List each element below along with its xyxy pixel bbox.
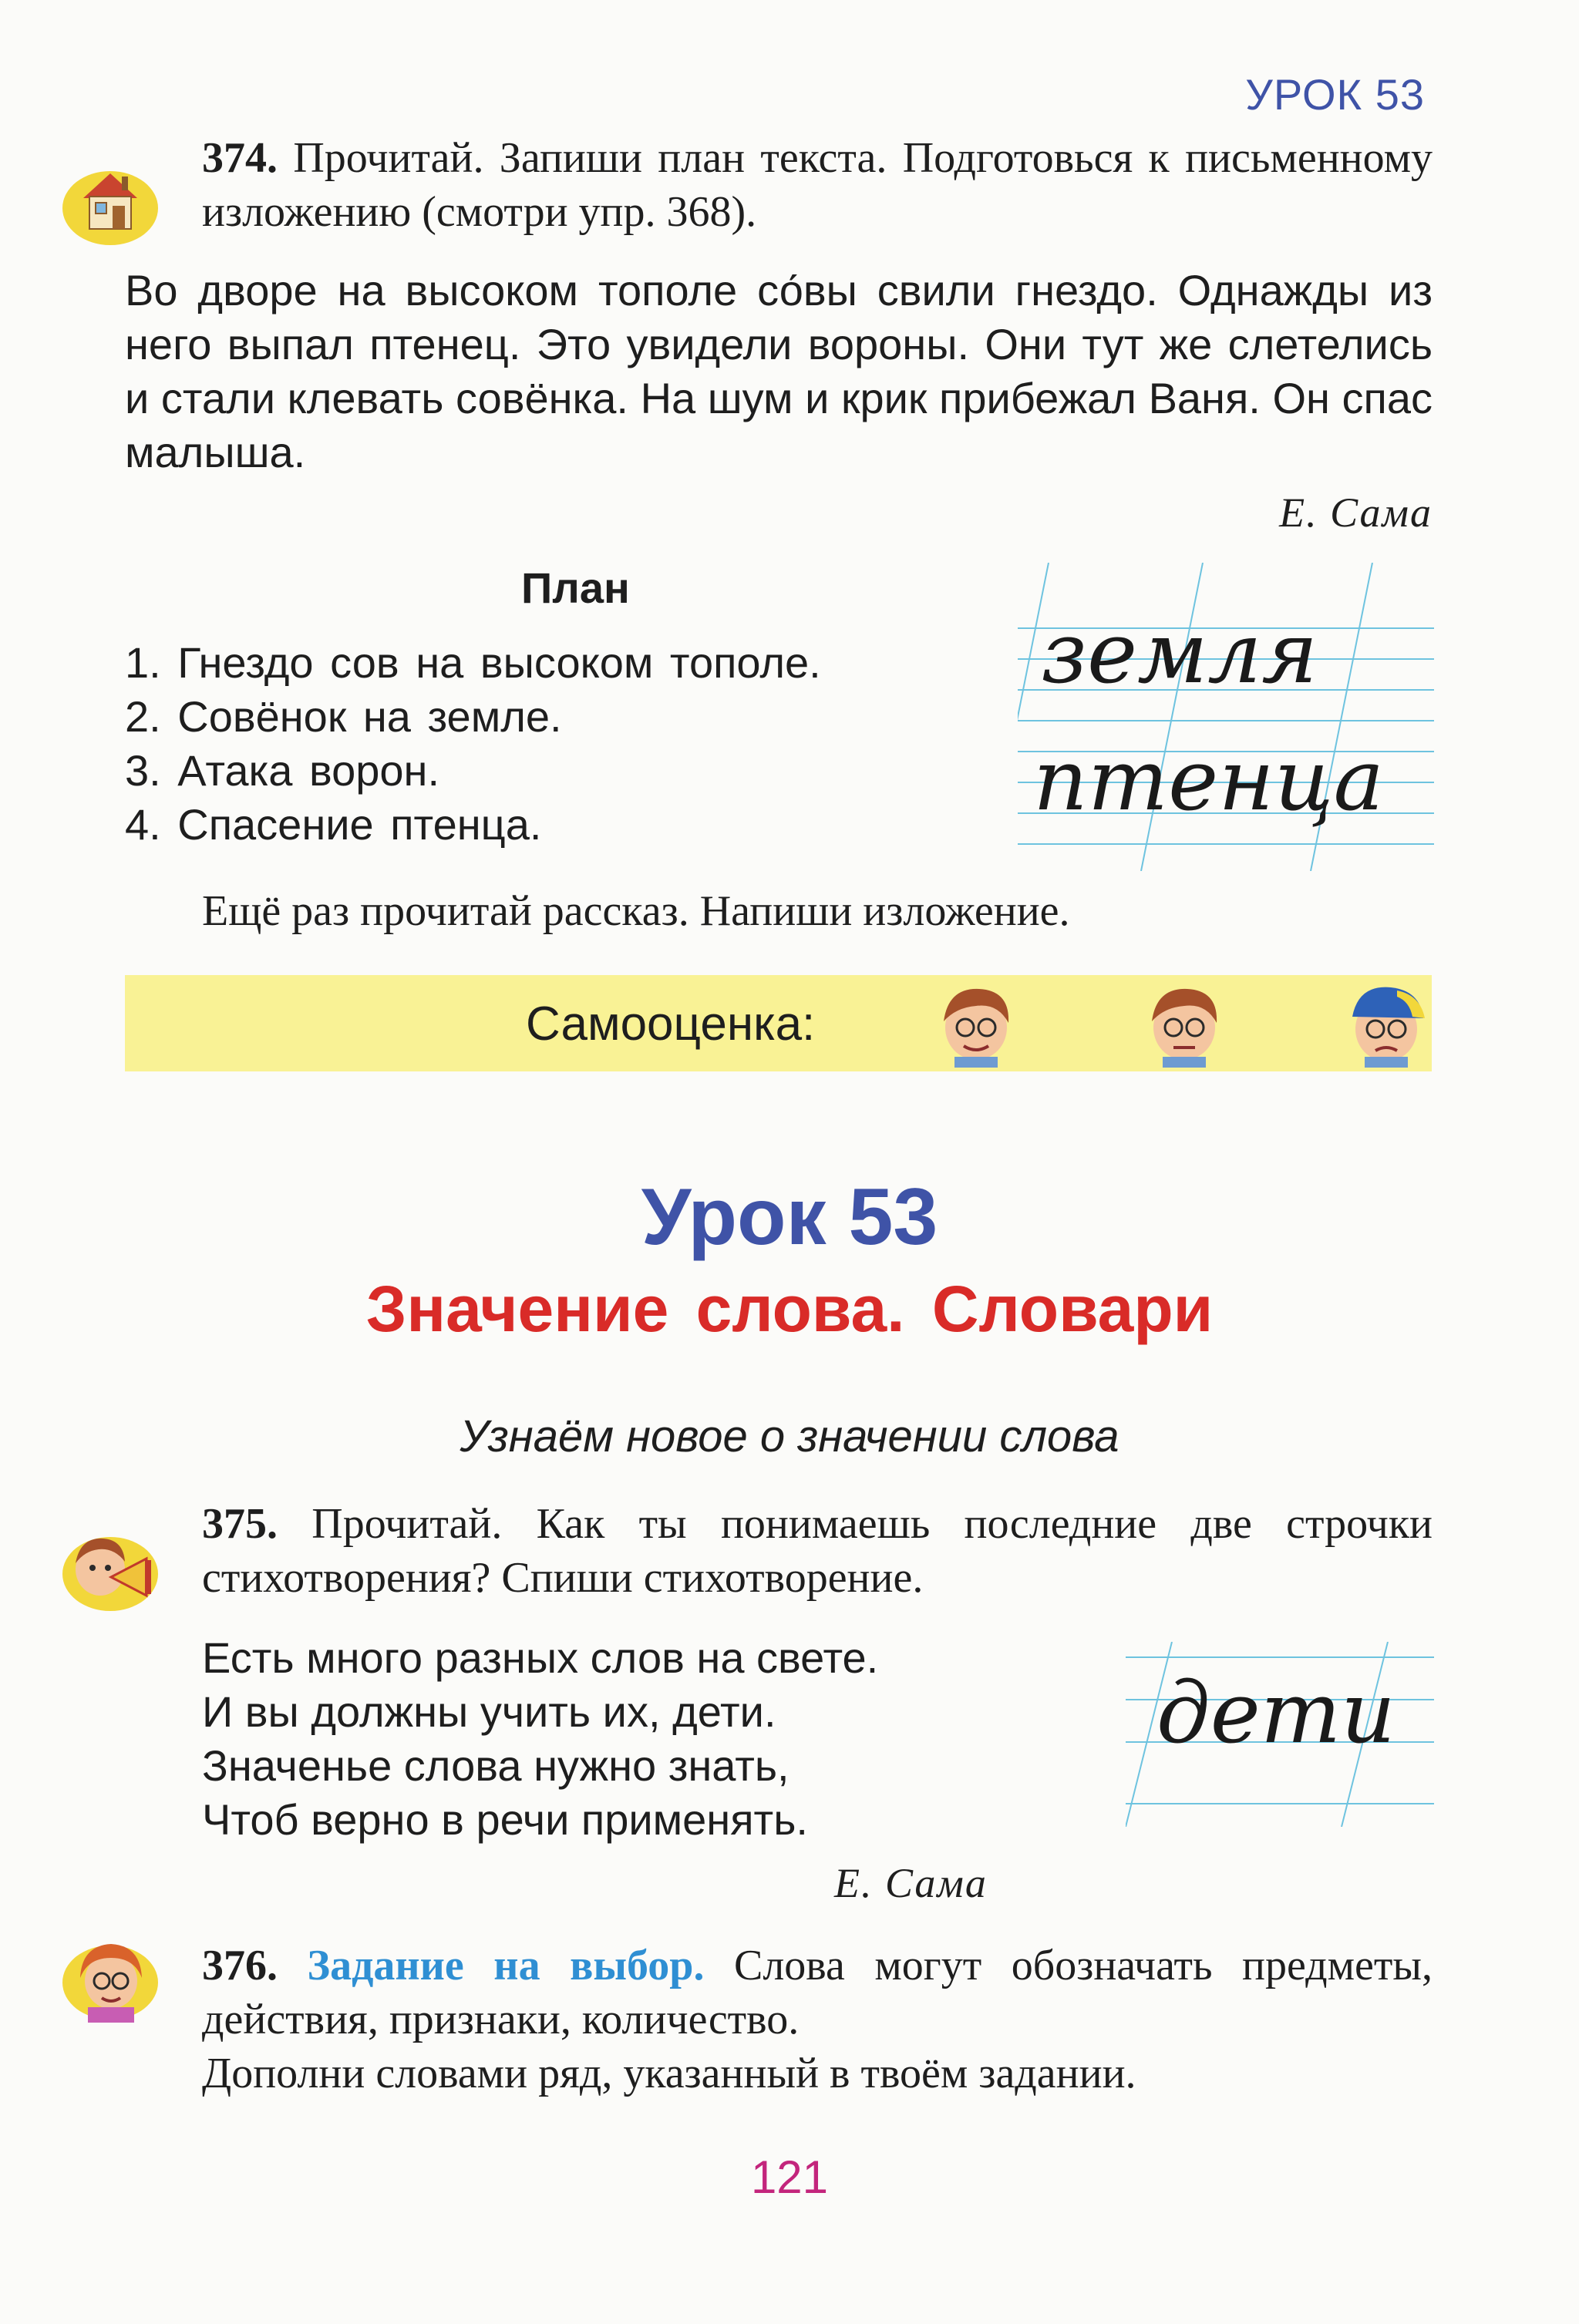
plan-title: План xyxy=(521,563,630,612)
poem-line: Чтоб верно в речи применять. xyxy=(202,1795,808,1844)
task-text: Прочитай. Запиши план текста. Подготовься к письменному изложению (смотри упр. 368). xyxy=(202,134,1433,236)
self-assessment-label: Самооценка: xyxy=(526,997,816,1051)
copybook-lines xyxy=(1126,1642,1434,1827)
task-text: Слова могут обозначать предметы, действия, признаки, количество. xyxy=(202,1942,1433,2043)
plan-item: 1. Гнездо сов на высоком тополе. xyxy=(125,638,821,687)
poem-line: И вы должны учить их, дети. xyxy=(202,1687,776,1736)
copybook-word: птенца xyxy=(1033,731,1385,829)
task-text-continued: Дополни словами ряд, указанный в твоём задании. xyxy=(202,2050,1136,2097)
girl-with-glasses-icon xyxy=(60,1927,160,2027)
poem-author: Е. Сама xyxy=(834,1860,988,1906)
house-icon xyxy=(60,150,160,251)
running-header: УРОК 53 xyxy=(1245,70,1425,119)
plan-item: 3. Атака ворон. xyxy=(125,746,440,795)
page-number: 121 xyxy=(750,2151,829,2203)
boy-with-cap-icon xyxy=(1343,980,1429,1068)
poem-line: Есть много разных слов на свете. xyxy=(202,1633,879,1682)
task-374-instruction xyxy=(202,131,1433,239)
story-author: Е. Сама xyxy=(1279,489,1433,536)
task-375-instruction xyxy=(202,1497,1433,1605)
boy-face-icon xyxy=(933,980,1019,1068)
boy-with-loudspeaker-icon xyxy=(60,1519,160,1619)
task-text: Прочитай. Как ты понимаешь последние две строчки стихотворения? Спиши стихотворение. xyxy=(202,1500,1433,1602)
lesson-title: Урок 53 xyxy=(641,1172,938,1262)
task-number: 375. xyxy=(202,1500,278,1548)
task-number: 376. xyxy=(202,1942,278,1989)
boy-face-icon xyxy=(1141,980,1227,1068)
story-paragraph: Во дворе на высоком тополе со́вы свили гнездо. Однажды из него выпал птенец. Это увидели вороны. Они тут же слетелись и стали клевать совёнка. На шум и крик прибежал Ваня. Он спас малыша. xyxy=(125,266,1433,476)
task-376-instruction xyxy=(202,1939,1433,2100)
lesson-subtitle: Значение слова. Словари xyxy=(365,1273,1214,1345)
story-text xyxy=(125,264,1433,479)
poem xyxy=(202,1631,878,1847)
copybook-lines xyxy=(1018,563,1434,871)
plan-item: 2. Совёнок на земле. xyxy=(125,692,562,741)
copybook-word: дети xyxy=(1156,1663,1396,1762)
self-assessment-bar xyxy=(125,975,1432,1071)
plan-list xyxy=(125,636,821,852)
final-instruction: Ещё раз прочитай рассказ. Напиши изложение. xyxy=(202,887,1070,935)
choice-label: Задание на выбор. xyxy=(307,1942,705,1989)
poem-line: Значенье слова нужно знать, xyxy=(202,1741,790,1790)
lesson-goal: Узнаём новое о значении слова xyxy=(460,1411,1119,1461)
task-number: 374. xyxy=(202,134,278,182)
copybook-word: земля xyxy=(1041,604,1318,702)
plan-item: 4. Спасение птенца. xyxy=(125,800,542,849)
